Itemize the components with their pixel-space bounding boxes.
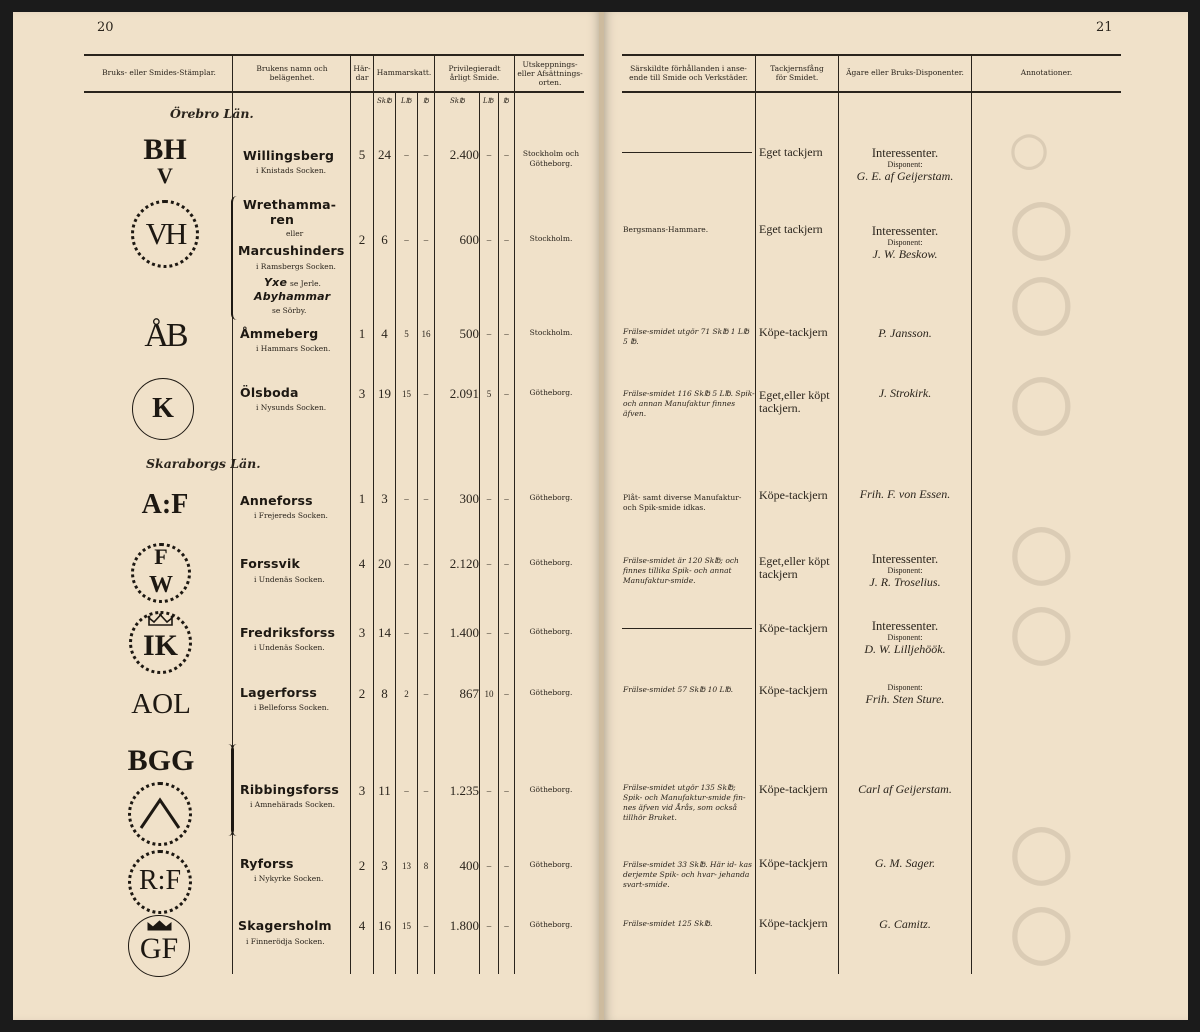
table-cell-pr3: – [504,559,509,569]
table-cell-hs2: – [404,786,409,796]
table-cell-pr1: 300 [459,491,479,506]
parish: i Finnerödja Socken. [246,937,325,946]
works-name: Marcushinders [238,243,345,258]
table-cell-hs1: 20 [378,556,391,571]
page-number-right: 21 [1096,20,1113,35]
stamp-aol: AOL [131,688,191,720]
show-through-decoration: ◯ [1010,902,1073,964]
stamp-rf: R:F [138,865,182,896]
table-cell-pr2: – [486,861,492,871]
blank-dash [622,628,752,629]
col-divider [417,93,418,974]
owner: Interessenter. Disponent: G. E. af Geijerstam. [856,146,954,183]
table-cell-pr1: 1.400 [449,625,479,640]
top-rule-right [622,54,1121,56]
table-cell-hs1: 11 [378,783,391,798]
table-cell-pr2: – [486,786,492,796]
parish: i Belleforss Socken. [254,703,329,712]
table-cell-pr3: – [504,150,509,160]
parish: i Ramsbergs Socken. [256,262,336,271]
parish: i Amnehärads Socken. [250,800,336,809]
eller-text: eller [286,229,304,238]
table-cell-pr3: – [504,628,509,638]
parish: i Undenäs Socken. [254,643,325,652]
stamp-ik: IK [142,629,178,662]
table-cell-pr2: – [486,921,492,931]
table-cell-pr2: – [486,494,492,504]
table-cell-hs3: – [423,628,429,638]
pig-iron: Eget tackjern [759,145,823,159]
table-cell-hardar: 2 [358,686,366,701]
col-divider [373,56,374,974]
owner: Interessenter. Disponent: J. R. Troselius. [869,552,941,589]
parish: i Undenäs Socken. [254,575,325,584]
table-cell-hs1: 14 [378,625,391,640]
col-divider [479,93,480,974]
table-cell-hardar: 1 [358,491,366,506]
stamp-bh: BH [143,133,187,166]
table-cell-hardar: 3 [358,625,366,640]
table-cell-hs1: 16 [378,918,391,933]
works-name: Willingsberg [243,148,335,163]
table-cell-pr1: 2.091 [449,386,479,401]
col-divider [395,93,396,974]
table-cell-hs3: – [423,689,429,699]
table-cell-hs3: 8 [423,861,429,871]
table-cell-hs2: 5 [404,329,409,339]
pig-iron: Köpe-tackjern [759,856,828,870]
unit-lp: L℔ [401,97,412,105]
cross-ref-name: Yxe [264,276,288,289]
table-cell-hardar: 3 [358,783,366,798]
cross-ref-name: Abyhammar [254,290,331,303]
table-cell-hs1: 3 [381,491,388,506]
show-through-decoration: ◯ [1010,272,1073,334]
destination: Stockholm. [529,234,573,243]
header-stamps: Bruks- eller Smides-Stämplar. [102,68,216,77]
table-cell-pr3: – [504,329,509,339]
cross-ref: se Jerle. [290,279,321,288]
show-through-decoration: ◯ [1010,197,1073,259]
table-cell-hs2: 15 [402,389,411,399]
works-name: Ölsboda [240,385,299,400]
table-cell-pr2: – [486,559,492,569]
header-sarskildte: Särskildte förhållanden i anse- ende till Smide och Verkstäder. [629,64,748,82]
table-cell-pr2: – [486,329,492,339]
unit-p: ℔ [423,97,429,105]
stamp-ab: ÅB [144,317,186,354]
table-cell-hs2: 2 [404,689,409,699]
table-cell-hs1: 6 [381,232,388,247]
table-cell-pr2: 10 [484,689,494,699]
pig-iron: Köpe-tackjern [759,916,828,930]
table-cell-hs1: 24 [378,147,391,162]
col-divider [971,56,972,974]
top-rule-left [84,54,584,56]
pig-iron: Eget,eller köpt tackjern. [759,388,830,415]
table-cell-hs2: 13 [402,861,411,871]
table-cell-pr3: – [504,786,509,796]
works-name: Fredriksforss [240,625,336,640]
brace [231,196,239,320]
destination: Götheborg. [529,688,573,697]
stamp-f: F [154,544,168,569]
owner: P. Jansson. [878,326,932,340]
header-rule-right [622,91,1121,93]
blank-dash [622,152,752,153]
col-divider [755,56,756,974]
col-divider [498,93,499,974]
table-cell-pr1: 2.400 [449,147,479,162]
col-divider [514,56,515,974]
pig-iron: Köpe-tackjern [759,488,828,502]
note: Frälse-smidet 125 Sk℔. [623,919,713,928]
table-cell-hardar: 2 [358,858,366,873]
table-cell-hardar: 3 [358,386,366,401]
table-cell-hs2: – [404,235,409,245]
table-cell-pr2: – [486,150,492,160]
cross-ref: se Sörby. [272,306,307,315]
table-cell-pr1: 1.235 [449,783,479,798]
pig-iron: Eget,eller köpt tackjern [759,554,830,581]
header-annotationer: Annotationer. [1020,68,1073,77]
works-name: Ryforss [240,856,294,871]
note: Bergsmans-Hammare. [623,225,709,234]
works-name: Ribbingsforss [240,782,340,797]
header-name: Brukens namn och belägenhet. [256,64,328,82]
county-heading: Skaraborgs Län. [146,456,261,471]
works-name: Åmmeberg [240,326,319,341]
owner: J. Strokirk. [878,386,932,400]
pig-iron: Köpe-tackjern [759,683,828,697]
table-cell-pr1: 2.120 [449,556,479,571]
table-cell-hs2: – [404,494,409,504]
county-heading: Örebro Län. [170,106,254,121]
table-cell-pr1: 867 [459,686,479,701]
table-cell-hardar: 4 [358,556,366,571]
table-cell-hs3: – [423,559,429,569]
header-hardar: Här- dar [353,64,371,82]
stamp-v: V [157,163,173,188]
table-cell-pr2: – [486,235,492,245]
table-cell-hardar: 4 [358,918,366,933]
table-cell-pr1: 400 [459,858,479,873]
unit-skp: Sk℔ [450,97,465,105]
stamp-k: K [152,393,174,424]
works-name: Wrethamma- [243,197,337,212]
owner: G. Camitz. [879,917,931,931]
owner: Carl af Geijerstam. [858,782,952,796]
table-cell-pr3: – [504,494,509,504]
table-cell-hs3: – [423,389,429,399]
table-cell-pr2: – [486,628,492,638]
header-hammarskatt: Hammarskatt. [376,68,432,77]
pig-iron: Köpe-tackjern [759,782,828,796]
owner: Disponent: Frih. Sten Sture. [865,683,945,706]
stamp-w: W [149,572,173,598]
header-rule-left [84,91,584,93]
table-cell-hs3: – [423,786,429,796]
destination: Götheborg. [529,627,573,636]
works-name: Skagersholm [238,918,332,933]
table-cell-pr1: 500 [459,326,479,341]
table-cell-hs1: 19 [378,386,391,401]
table-cell-pr3: – [504,861,509,871]
crown-icon [147,613,174,627]
destination: Götheborg. [529,388,573,397]
table-cell-pr3: – [504,235,509,245]
note: Frälse-smidet utgör 135 Sk℔; Spik- och Manufaktur-smide fin- nes äfven vid Årås, som också tillhör Bruket. [623,783,746,822]
show-through-decoration: ◯ [1010,132,1049,169]
table-cell-hs1: 8 [381,686,388,701]
table-cell-hs1: 4 [381,326,388,341]
header-tackjern: Tackjernsfång för Smidet. [770,64,824,82]
parish: i Hammars Socken. [256,344,331,353]
table-cell-pr3: – [504,921,509,931]
show-through-decoration: ◯ [1010,372,1073,434]
table-cell-pr1: 600 [459,232,479,247]
header-agare: Ägare eller Bruks-Disponenter. [846,68,964,77]
unit-lp: L℔ [483,97,494,105]
table-cell-pr1: 1.800 [449,918,479,933]
table-cell-pr3: – [504,389,509,399]
header-privilegieradt: Privilegieradt årligt Smide. [448,64,501,82]
table-cell-hs2: – [404,559,409,569]
works-name: ren [270,212,295,227]
table-cell-pr2: 5 [486,389,492,399]
note: Plåt- samt diverse Manufaktur- och Spik-smide idkas. [623,493,742,512]
page-number-left: 20 [97,20,114,35]
destination: Götheborg. [529,920,573,929]
destination: Götheborg. [529,785,573,794]
parish: i Frejereds Socken. [254,511,328,520]
parish: i Knistads Socken. [256,166,327,175]
table-cell-hs3: – [423,921,429,931]
stamp-af: A:F [141,489,189,520]
col-divider [350,56,351,974]
note: Frälse-smidet 33 Sk℔. Här id- kas derjemte Spik- och hvar- jehanda svart-smide. [623,860,752,889]
brace [226,744,234,836]
owner: Interessenter. Disponent: J. W. Beskow. [871,224,939,261]
pig-iron: Köpe-tackjern [759,325,828,339]
show-through-decoration: ◯ [1010,522,1073,584]
parish: i Nykyrke Socken. [254,874,324,883]
note: Frälse-smidet utgör 71 Sk℔ 1 L℔ 5 ℔. [623,327,750,346]
table-cell-hs2: – [404,628,409,638]
stamp-vh: VH [145,216,185,251]
table-cell-hs2: 15 [402,921,411,931]
unit-p: ℔ [503,97,509,105]
owner: Interessenter. Disponent: D. W. Lilljehöök. [864,619,946,656]
table-cell-hs3: – [423,494,429,504]
pig-iron: Eget tackjern [759,222,823,236]
destination: Götheborg. [529,493,573,502]
works-name: Anneforss [240,493,313,508]
table-cell-pr3: – [504,689,509,699]
col-divider [838,56,839,974]
table-cell-hs1: 3 [381,858,388,873]
note: Frälse-smidet 57 Sk℔ 10 L℔. [623,685,734,694]
note: Frälse-smidet 116 Sk℔ 5 L℔. Spik- och annan Manufaktur finnes äfven. [623,389,755,418]
pig-iron: Köpe-tackjern [759,621,828,635]
destination: Stockholm. [529,328,573,337]
table-cell-hs3: – [423,235,429,245]
table-cell-hardar: 5 [358,147,366,162]
stamp-bgg: BGG [127,744,195,777]
unit-skp: Sk℔ [377,97,392,105]
owner: Frih. F. von Essen. [859,487,951,501]
table-cell-hardar: 1 [358,326,366,341]
table-cell-hs3: – [423,150,429,160]
show-through-decoration: ◯ [1010,822,1073,884]
table-cell-hs2: – [404,150,409,160]
show-through-decoration: ◯ [1010,602,1073,664]
col-divider [232,56,233,974]
col-divider [434,56,435,974]
header-utskeppning: Utskeppnings- eller Afsättnings- orten. [517,60,583,87]
chevron-up-icon [138,796,182,832]
works-name: Lagerforss [240,685,318,700]
table-cell-hardar: 2 [358,232,366,247]
stamp-gf: GF [139,932,179,965]
works-name: Forssvik [240,556,301,571]
destination: Götheborg. [529,860,573,869]
owner: G. M. Sager. [874,856,936,870]
table-cell-hs3: 16 [421,329,431,339]
parish: i Nysunds Socken. [256,403,327,412]
note: Frälse-smidet är 120 Sk℔; och finnes tillika Spik- och annat Manufaktur-smide. [623,556,739,585]
destination: Götheborg. [529,558,573,567]
destination: Stockholm och Götheborg. [522,149,580,168]
